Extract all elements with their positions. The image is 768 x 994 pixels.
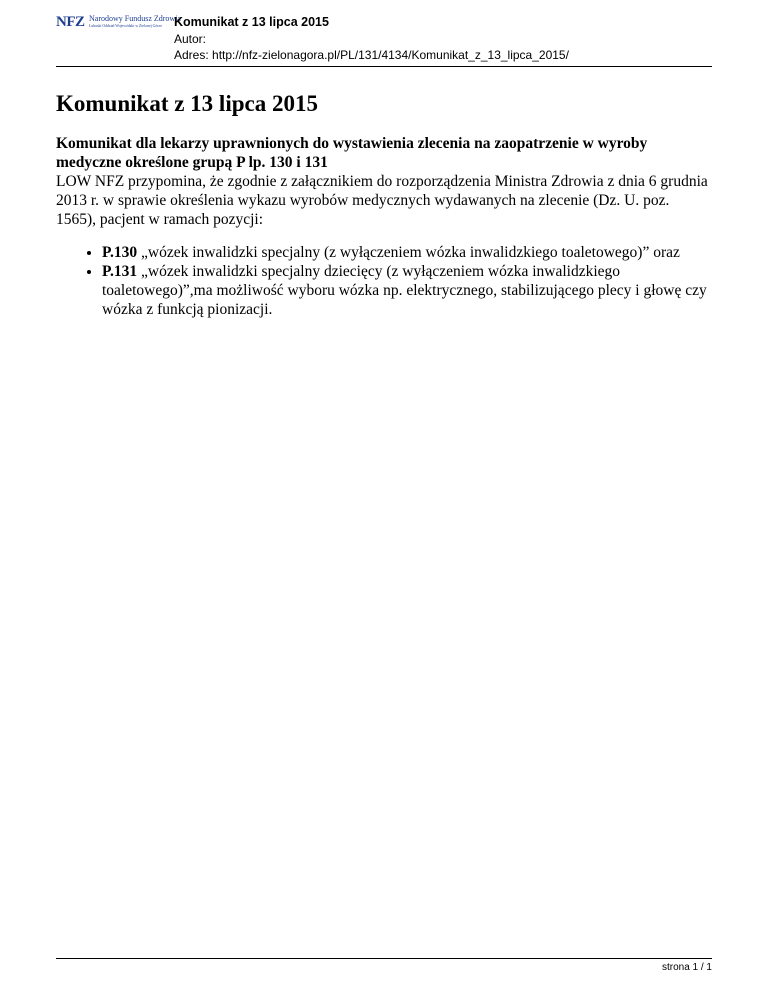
header-author: Autor: [174,32,207,46]
article-title: Komunikat z 13 lipca 2015 [56,91,318,116]
footer-divider [56,958,712,959]
nfz-logo [56,14,181,36]
article-lead-heading: Komunikat dla lekarzy uprawnionych do wystawienia zlecenia na zaopatrzenie w wyroby medyczne określone grupą P lp. 130 i 131 [56,135,648,171]
header-address: Adres: http://nfz-zielonagora.pl/PL/131/4134/Komunikat_z_13_lipca_2015/ [174,48,569,62]
logo-name: Narodowy Fundusz Zdrowia [89,14,181,23]
item-text: „wózek inwalidzki specjalny dziecięcy (z wyłączeniem wózka inwalidzkiego toaletowego)”,ma możliwość wyboru wózka np. elektrycznego, stabilizującego plecy i głowę czy wózka z funkcją pionizacji. [102,263,707,318]
article-lead [56,134,712,229]
item-text: „wózek inwalidzki specjalny (z wyłączeniem wózka inwalidzkiego toaletowego)” oraz [137,244,680,261]
header-divider [56,66,712,67]
item-list [56,243,712,319]
logo-mark: NFZ [56,14,85,30]
article [56,90,712,319]
list-item [102,243,712,262]
list-item [102,262,712,319]
logo-branch: Lubuski Oddział Wojewódzki w Zielonej Górze [89,24,162,28]
page-header [56,14,712,66]
item-code: P.131 [102,263,138,280]
item-code: P.130 [102,244,138,261]
page-number: strona 1 / 1 [661,962,712,973]
header-title: Komunikat z 13 lipca 2015 [174,15,329,29]
article-lead-text: LOW NFZ przypomina, że zgodnie z załącznikiem do rozporządzenia Ministra Zdrowia z dnia 6 grudnia 2013 r. w sprawie określenia wykazu wyrobów medycznych wydawanych na zlecenie (Dz. U. poz. 1565), pacjent w ramach pozycji: [56,173,708,228]
